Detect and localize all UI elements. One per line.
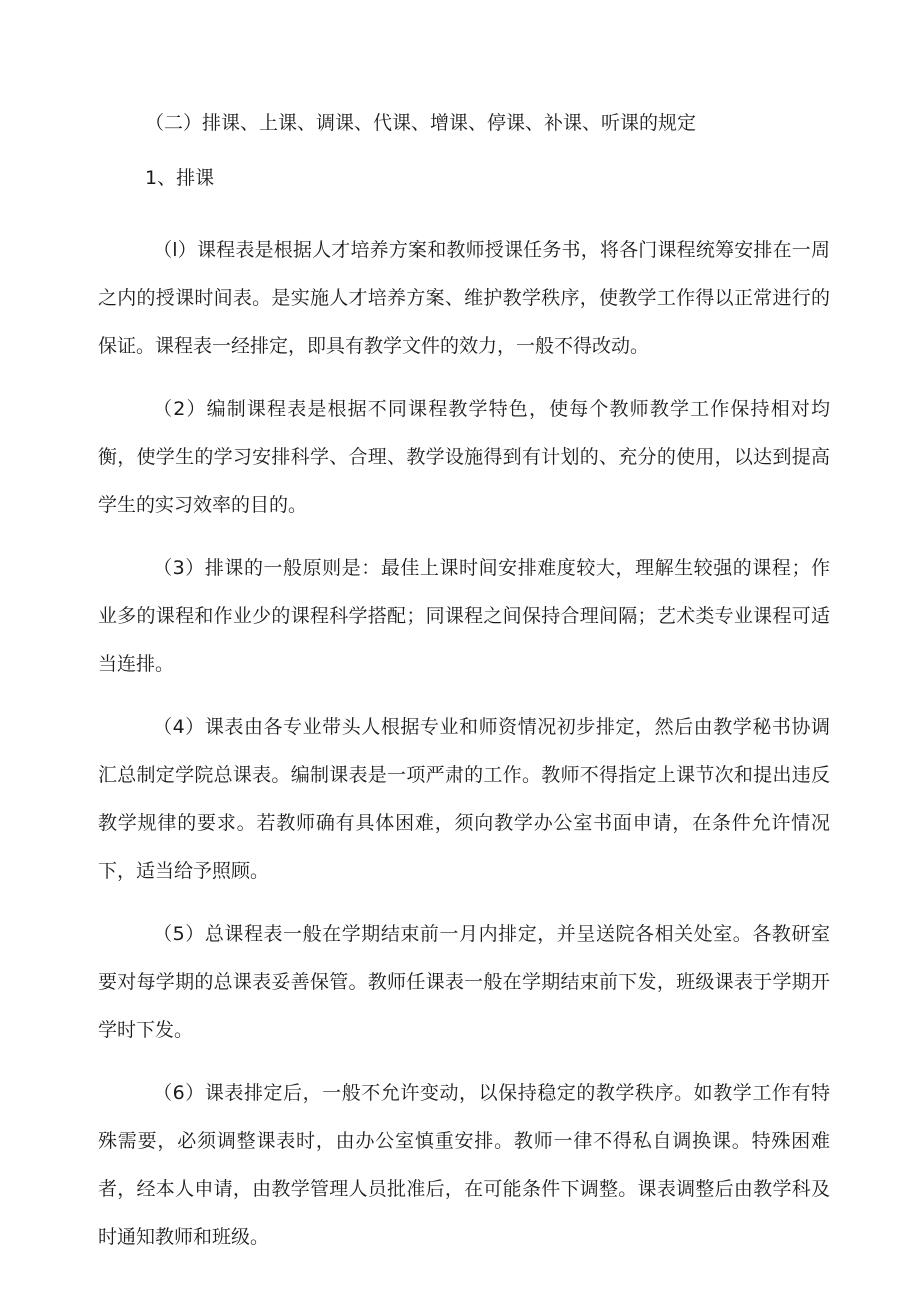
- sub-title: 1、排课: [145, 167, 215, 189]
- paragraph-4: （4）课表由各专业带头人根据专业和师资情况初步排定，然后由教学秘书协调汇总制定学院总课表。编制课表是一项严肃的工作。教师不得指定上课节次和提出违反教学规律的要求。若教师确有具体困难，须向教学办公室书面申请，在条件允许情况下，适当给予照顾。: [98, 716, 830, 882]
- paragraph-6: （6）课表排定后，一般不允许变动，以保持稳定的教学秩序。如教学工作有特殊需要，必须调整课表时，由办公室慎重安排。教师一律不得私自调换课。特殊困难者，经本人申请，由教学管理人员批准后，在可能条件下调整。课表调整后由教学科及时通知教师和班级。: [98, 1082, 830, 1248]
- section-title: （二）排课、上课、调课、代课、增课、停课、补课、听课的规定: [145, 112, 697, 134]
- paragraph-5: （5）总课程表一般在学期结束前一月内排定，并呈送院各相关处室。各教研室要对每学期的总课表妥善保管。教师任课表一般在学期结束前下发，班级课表于学期开学时下发。: [98, 923, 830, 1041]
- body-text: [98, 226, 830, 1276]
- paragraph-2: （2）编制课程表是根据不同课程教学特色，使每个教师教学工作保持相对均衡，使学生的学习安排科学、合理、教学设施得到有计划的、充分的使用，以达到提高学生的实习效率的目的。: [98, 398, 830, 516]
- paragraph-3: （3）排课的一般原则是：最佳上课时间安排难度较大，理解生较强的课程；作业多的课程和作业少的课程科学搭配；同课程之间保持合理间隔；艺术类专业课程可适当连排。: [98, 557, 830, 675]
- paragraph-1: （l）课程表是根据人才培养方案和教师授课任务书，将各门课程统筹安排在一周之内的授课时间表。是实施人才培养方案、维护教学秩序，使教学工作得以正常进行的保证。课程表一经排定，即具有教学文件的效力，一般不得改动。: [98, 239, 830, 357]
